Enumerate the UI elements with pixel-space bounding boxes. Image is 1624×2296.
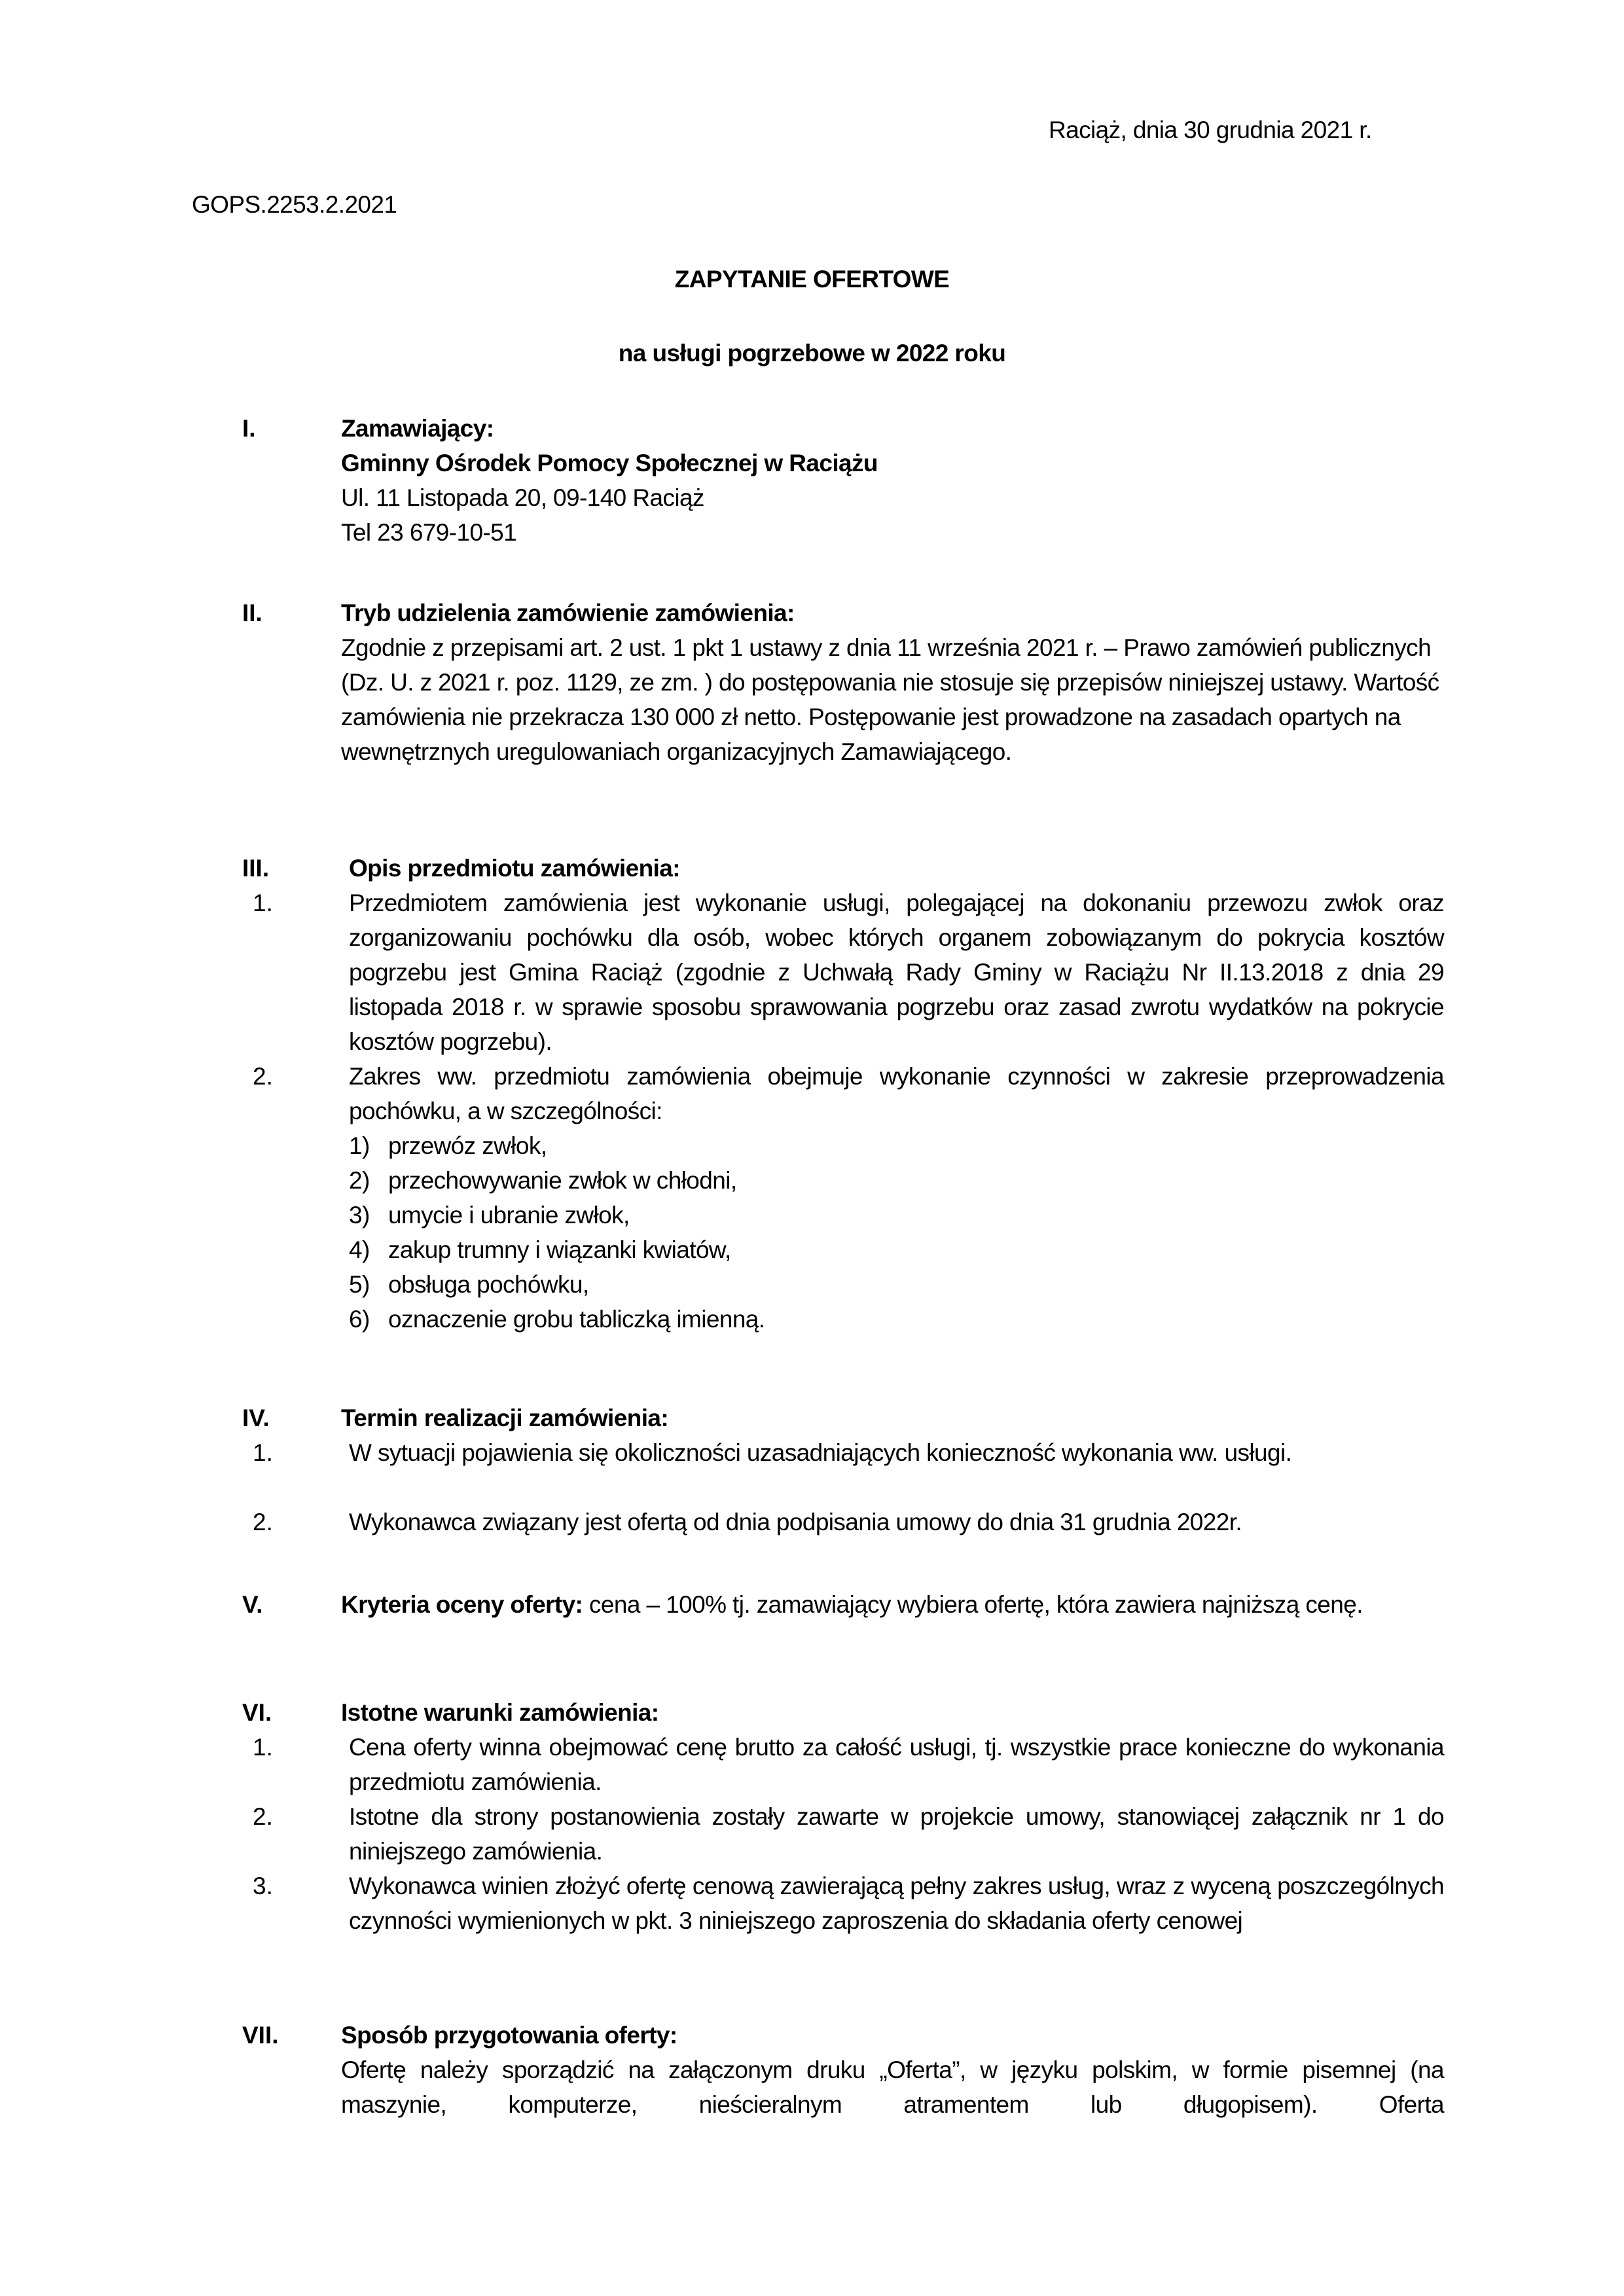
section-3-numeral: III.: [242, 855, 270, 882]
section-6-numeral: VI.: [242, 1699, 272, 1726]
section-6-item-1: [349, 1730, 1444, 1799]
subitem-text: umycie i ubranie zwłok,: [388, 1202, 630, 1229]
subitem-5: [349, 1267, 589, 1302]
section-4-item-1: [349, 1435, 1444, 1470]
section-1-numeral: I.: [242, 415, 256, 442]
section-7-body: [341, 2053, 1444, 2122]
orderer-name: Gminny Ośrodek Pomocy Społecznej w Raciążu: [341, 450, 878, 476]
subitem-2: [349, 1163, 737, 1198]
section-6-item-2: [349, 1799, 1444, 1869]
section-4-heading: Termin realizacji zamówienia:: [341, 1405, 669, 1431]
subitem-text: przewóz zwłok,: [388, 1132, 547, 1159]
document-title: ZAPYTANIE OFERTOWE: [674, 266, 950, 293]
section-6-item-2-text: Istotne dla strony postanowienia zostały zawarte w projekcie umowy, stanowiącej załącznik nr 1 do niniejszego zamówienia.: [349, 1803, 1444, 1865]
place-and-date: Raciąż, dnia 30 grudnia 2021 r.: [1049, 117, 1372, 143]
section-1-heading: Zamawiający:: [341, 415, 494, 442]
orderer-address: Ul. 11 Listopada 20, 09-140 Raciąż: [341, 484, 704, 511]
subitem-text: obsługa pochówku,: [388, 1271, 589, 1298]
section-6-item-1-text: Cena oferty winna obejmować cenę brutto za całość usługi, tj. wszystkie prace konieczne do wykonania przedmiotu zamówienia.: [349, 1734, 1444, 1795]
section-3-item-2-number: 2.: [253, 1063, 273, 1090]
section-6-item-3-number: 3.: [253, 1873, 273, 1899]
section-4-item-2: [349, 1505, 1444, 1539]
section-4-item-2-text: Wykonawca związany jest ofertą od dnia podpisania umowy do dnia 31 grudnia 2022r.: [349, 1509, 1242, 1535]
section-6-item-2-number: 2.: [253, 1803, 273, 1830]
section-3-item-1-number: 1.: [253, 889, 273, 916]
subitem-number: 5): [349, 1271, 370, 1298]
section-4-numeral: IV.: [242, 1405, 270, 1431]
section-4-item-1-text: W sytuacji pojawienia się okoliczności uzasadniających konieczność wykonania ww. usługi.: [349, 1439, 1292, 1466]
section-5-numeral: V.: [242, 1591, 263, 1618]
subitem-text: zakup trumny i wiązanki kwiatów,: [388, 1236, 731, 1263]
section-3-item-2: [349, 1059, 1444, 1128]
section-2-heading: Tryb udzielenia zamówienie zamówienia:: [341, 600, 795, 626]
section-4-item-2-number: 2.: [253, 1509, 273, 1535]
section-6-heading: Istotne warunki zamówienia:: [341, 1699, 659, 1726]
section-5-body: [341, 1587, 1444, 1622]
subitem-number: 3): [349, 1202, 370, 1229]
section-7-heading: Sposób przygotowania oferty:: [341, 2022, 677, 2049]
subitem-number: 1): [349, 1132, 370, 1159]
section-7-text: Ofertę należy sporządzić na załączonym druku „Oferta”, w języku polskim, w formie pisemnej (na maszynie, komputerze, nieścieralnym atramentem lub długopisem). Oferta: [341, 2056, 1444, 2118]
subitem-4: [349, 1232, 731, 1267]
subitem-number: 6): [349, 1306, 370, 1333]
subitem-3: [349, 1198, 630, 1232]
section-4-item-1-number: 1.: [253, 1439, 273, 1466]
section-6-item-3: [349, 1869, 1444, 1938]
section-7-numeral: VII.: [242, 2022, 279, 2049]
subitem-text: przechowywanie zwłok w chłodni,: [388, 1167, 737, 1194]
subitem-text: oznaczenie grobu tabliczką imienną.: [388, 1306, 765, 1333]
section-5-heading: Kryteria oceny oferty:: [341, 1591, 583, 1618]
section-3-item-2-text: Zakres ww. przedmiotu zamówienia obejmuje wykonanie czynności w zakresie przeprowadzenia pochówku, a w szczególności:: [349, 1063, 1444, 1124]
subitem-6: [349, 1302, 765, 1336]
section-6-item-1-number: 1.: [253, 1734, 273, 1761]
section-2-body: [341, 630, 1444, 769]
section-2-text: Zgodnie z przepisami art. 2 ust. 1 pkt 1 ustawy z dnia 11 września 2021 r. – Prawo zamówień publicznych (Dz. U. z 2021 r. poz. 1129, ze zm. ) do postępowania nie stosuje się przepisów niniejszej ustawy. Wartość zamówienia nie przekracza 130 000 zł netto. Postępowanie jest prowadzone na zasadach opartych na wewnętrznych uregulowaniach organizacyjnych Zamawiającego.: [341, 634, 1439, 765]
subitem-1: [349, 1128, 547, 1163]
orderer-phone: Tel 23 679-10-51: [341, 519, 517, 546]
subitem-number: 4): [349, 1236, 370, 1263]
section-6-item-3-text: Wykonawca winien złożyć ofertę cenową zawierającą pełny zakres usług, wraz z wyceną poszczególnych czynności wymienionych w pkt. 3 niniejszego zaproszenia do składania oferty cenowej: [349, 1873, 1444, 1934]
section-3-item-1-text: Przedmiotem zamówienia jest wykonanie usługi, polegającej na dokonaniu przewozu zwłok oraz zorganizowaniu pochówku dla osób, wobec których organem zobowiązanym do pokrycia kosztów pogrzebu jest Gmina Raciąż (zgodnie z Uchwałą Rady Gminy w Raciążu Nr II.13.2018 z dnia 29 listopada 2018 r. w sprawie sposobu sprawowania pogrzebu oraz zasad zwrotu wydatków na pokrycie kosztów pogrzebu).: [349, 889, 1444, 1055]
section-3-item-1: [349, 886, 1444, 1059]
subitem-number: 2): [349, 1167, 370, 1194]
section-3-heading: Opis przedmiotu zamówienia:: [349, 855, 680, 882]
section-2-numeral: II.: [242, 600, 262, 626]
reference-number: GOPS.2253.2.2021: [192, 191, 397, 218]
document-subtitle: na usługi pogrzebowe w 2022 roku: [618, 340, 1006, 367]
section-5-text: cena – 100% tj. zamawiający wybiera ofertę, która zawiera najniższą cenę.: [583, 1591, 1363, 1618]
